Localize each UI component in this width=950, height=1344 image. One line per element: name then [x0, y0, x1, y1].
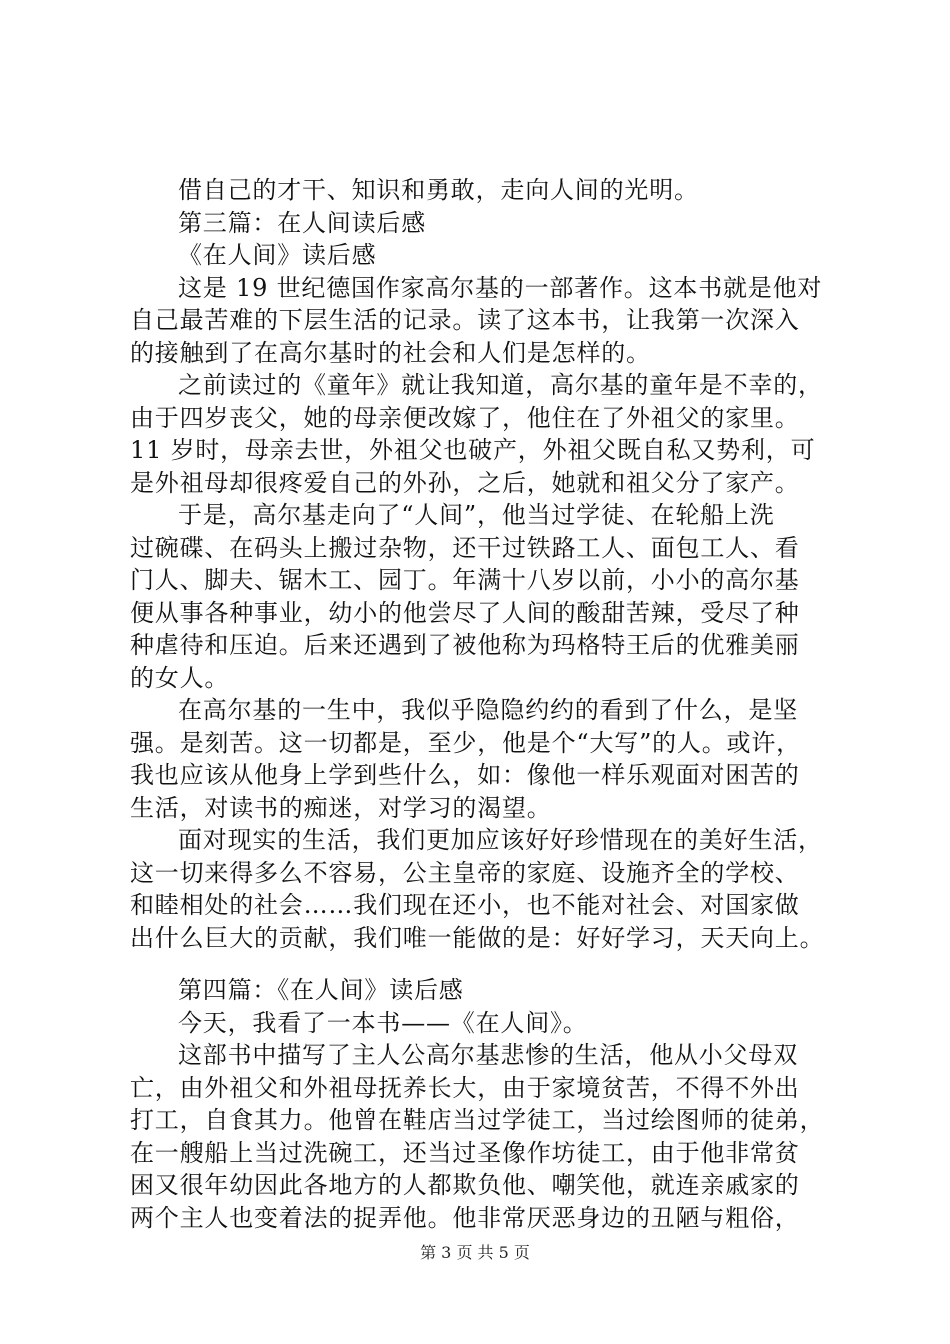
text-line: 我也应该从他身上学到些什么，如：像他一样乐观面对困苦的	[130, 761, 800, 789]
text-line: 生活，对读书的痴迷，对学习的渴望。	[130, 793, 552, 822]
section-heading: 第三篇：在人间读后感	[178, 208, 426, 237]
text-line: 的女人。	[130, 663, 230, 692]
text-line: 于是，高尔基走向了“人间”，他当过学徒、在轮船上洗	[178, 501, 775, 529]
text-line: 打工，自食其力。他曾在鞋店当过学徒工，当过绘图师的徒弟，	[130, 1106, 825, 1134]
text-line: 今天，我看了一本书——《在人间》。	[178, 1008, 588, 1037]
text-line: 门人、脚夫、锯木工、园丁。年满十八岁以前，小小的高尔基	[130, 566, 800, 594]
section-heading: 第四篇：《在人间》读后感	[178, 976, 464, 1004]
paragraph-gap	[130, 954, 830, 974]
text-line: 这一切来得多么不容易，公主皇帝的家庭、设施齐全的学校、	[130, 858, 800, 887]
page-number: 第 3 页 共 5 页	[420, 1243, 530, 1262]
text-line: 11 岁时，母亲去世，外祖父也破产，外祖父既自私又势利，可	[130, 436, 816, 464]
text-line: 的接触到了在高尔基时的社会和人们是怎样的。	[130, 338, 651, 367]
text-line: 面对现实的生活，我们更加应该好好珍惜现在的美好生活，	[178, 826, 823, 854]
text-line: 借自己的才干、知识和勇敢，走向人间的光明。	[178, 176, 699, 204]
article-title: 《在人间》读后感	[178, 241, 377, 269]
text-line: 在高尔基的一生中，我似乎隐隐约约的看到了什么，是坚	[178, 696, 798, 724]
text-line: 自己最苦难的下层生活的记录。读了这本书，让我第一次深入	[130, 306, 800, 334]
text-line: 困又很年幼因此各地方的人都欺负他、嘲笑他，就连亲戚家的	[130, 1171, 800, 1199]
text-line: 两个主人也变着法的捉弄他。他非常厌恶身边的丑陋与粗俗，	[130, 1203, 800, 1232]
text-line: 出什么巨大的贡献，我们唯一能做的是：好好学习，天天向上。	[130, 923, 825, 952]
text-line: 种虐待和压迫。后来还遇到了被他称为玛格特王后的优雅美丽	[130, 631, 800, 659]
text-line: 和睦相处的社会……我们现在还小，也不能对社会、对国家做	[130, 891, 800, 919]
document-body	[130, 174, 830, 1234]
text-line: 强。是刻苦。这一切都是，至少，他是个“大写”的人。或许，	[130, 728, 801, 757]
text-line: 过碗碟、在码头上搬过杂物，还干过铁路工人、面包工人、看	[130, 533, 800, 562]
text-line: 是外祖母却很疼爱自己的外孙，之后，她就和祖父分了家产。	[130, 468, 800, 497]
text-line: 这部书中描写了主人公高尔基悲惨的生活，他从小父母双	[178, 1041, 798, 1069]
text-line: 便从事各种事业，幼小的他尝尽了人间的酸甜苦辣，受尽了种	[130, 598, 800, 627]
text-line: 之前读过的《童年》就让我知道，高尔基的童年是不幸的，	[178, 371, 823, 399]
text-line: 在一艘船上当过洗碗工，还当过圣像作坊徒工，由于他非常贫	[130, 1138, 800, 1167]
text-line: 由于四岁丧父，她的母亲便改嫁了，他住在了外祖父的家里。	[130, 403, 800, 432]
text-line: 亡，由外祖父和外祖母抚养长大，由于家境贫苦，不得不外出	[130, 1073, 800, 1102]
text-line: 这是 19 世纪德国作家高尔基的一部著作。这本书就是他对	[178, 273, 823, 302]
